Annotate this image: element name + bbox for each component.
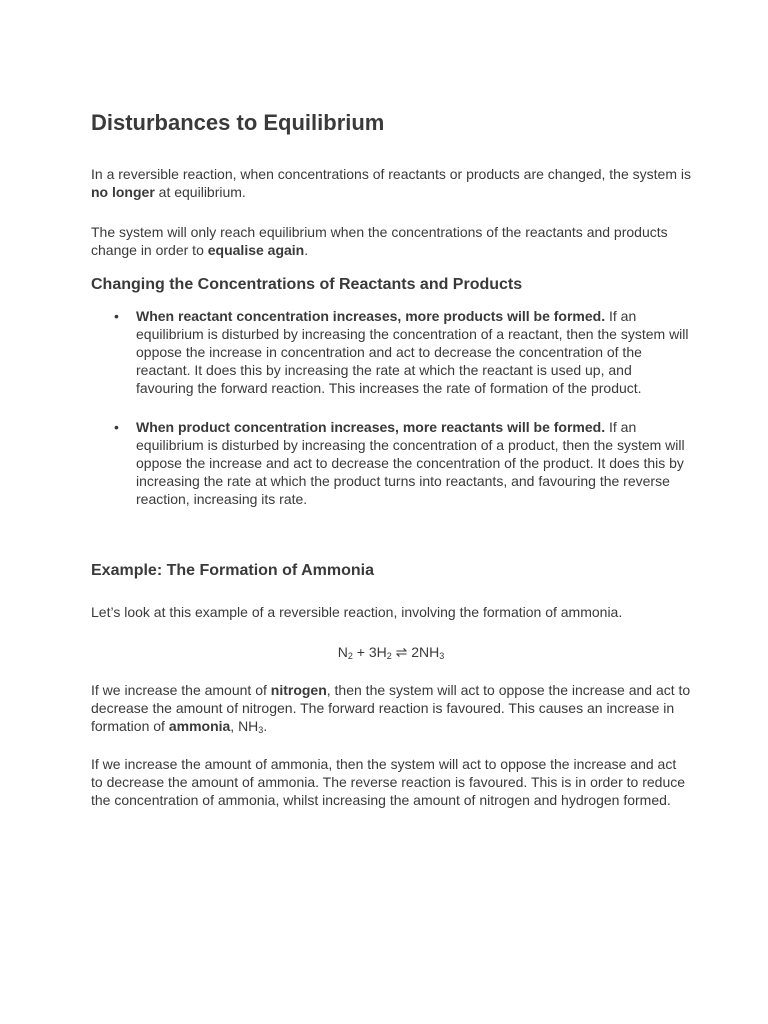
bold-text: ammonia: [168, 718, 231, 734]
text-span: In a reversible reaction, when concentrations of reactants or products are changed, the system is: [91, 166, 691, 182]
text-span: If we increase the amount of: [91, 682, 271, 698]
text-span: If an equilibrium is disturbed by increasing the concentration of a product, then the system will oppose the increase and act to decrease the concentration of the product. It does this by increasing the rate at which the product turns into reactants, and favouring the reverse reaction, increasing its rate.: [136, 419, 685, 507]
bullet-icon: •: [114, 419, 119, 435]
text-span: .: [263, 718, 268, 734]
text-span: If an equilibrium is disturbed by increasing the concentration of a reactant, then the system will oppose the increase in concentration and act to decrease the concentration of the reactant. It does this by increasing the rate at which the reactant is used up, and favouring the forward reaction. This increases the rate of formation of the product.: [136, 308, 689, 396]
example-intro: Let’s look at this example of a reversible reaction, involving the formation of ammonia.: [91, 604, 623, 620]
ammonia-paragraph: If we increase the amount of ammonia, then the system will act to oppose the increase and act to decrease the amount of ammonia. The reverse reaction is favoured. This is in order to reduce the concentration of ammonia, whilst increasing the amount of nitrogen and hydrogen formed.: [91, 756, 686, 808]
text-span: at equilibrium.: [154, 184, 246, 200]
list-item: [114, 418, 691, 508]
bold-text: When reactant concentration increases, more products will be formed.: [136, 308, 606, 324]
bold-text: When product concentration increases, more reactants will be formed.: [136, 419, 606, 435]
intro-paragraph-2: [91, 223, 691, 259]
document-content: [91, 107, 691, 809]
page-title: Disturbances to Equilibrium: [91, 110, 385, 135]
nitrogen-paragraph: [91, 681, 691, 735]
section-heading-ammonia-example: Example: The Formation of Ammonia: [91, 562, 374, 579]
text-span: The system will only reach equilibrium when the concentrations of the reactants and products change in order to: [91, 224, 668, 258]
bullet-icon: •: [114, 308, 119, 324]
bold-text: no longer: [91, 184, 155, 200]
subscript: 3: [258, 725, 264, 735]
chemical-equation: [91, 643, 691, 661]
intro-paragraph-1: [91, 165, 691, 201]
subscript: 2: [386, 651, 392, 661]
equation-part: + 3H: [352, 644, 387, 660]
bullet-list: [91, 307, 691, 508]
text-span: .: [304, 242, 309, 258]
equation-part: ⇌ 2NH: [391, 644, 440, 660]
section-heading-concentrations: Changing the Concentrations of Reactants and Products: [91, 276, 523, 293]
text-span: , then the system will act to oppose the increase and act to decrease the amount of nitrogen. The forward reaction is favoured. This causes an increase in formation of: [91, 682, 691, 734]
subscript: 3: [439, 651, 445, 661]
bold-text: nitrogen: [270, 682, 327, 698]
equation-part: N: [337, 644, 348, 660]
bold-text: equalise again: [207, 242, 305, 258]
subscript: 2: [347, 651, 353, 661]
text-span: , NH: [230, 718, 259, 734]
list-item: [114, 307, 691, 397]
